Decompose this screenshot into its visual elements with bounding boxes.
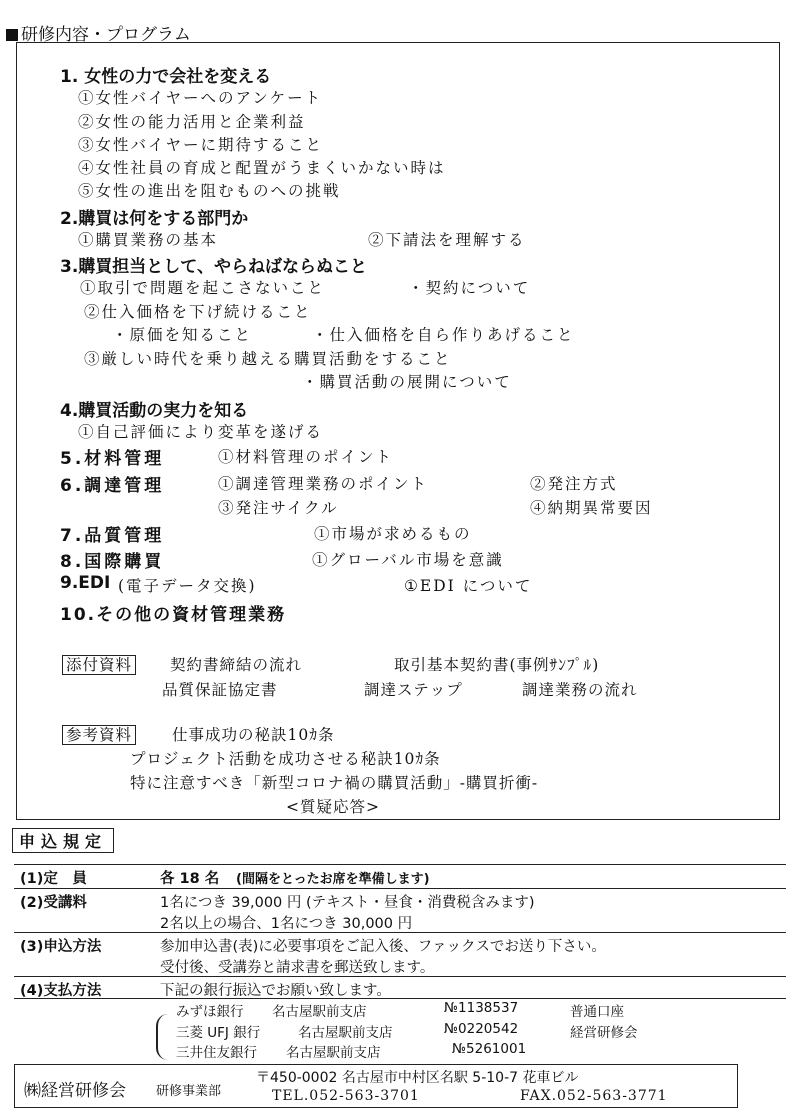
org-tel: TEL.052-563-3701: [272, 1088, 420, 1104]
program-item: ②仕入価格を下げ続けること: [84, 303, 312, 321]
rule-label: (3)申込方法: [20, 939, 102, 955]
org-dept: 研修事業部: [156, 1084, 222, 1099]
divider: [14, 998, 786, 999]
rule-note: (間隔をとったお席を準備します): [236, 872, 430, 887]
program-item: ①取引で問題を起こさないこと: [80, 279, 326, 297]
bank-account-no: №1138537: [444, 1000, 519, 1016]
program-item: ①購買業務の基本: [78, 231, 219, 249]
divider: [14, 864, 786, 865]
bank-account-no: №5261001: [452, 1041, 527, 1057]
program-item: ①材料管理のポイント: [218, 448, 394, 466]
attachment-item: 契約書締結の流れ: [170, 656, 303, 674]
program-item: ・購買活動の展開について: [302, 373, 512, 391]
attachment-item: 品質保証協定書: [162, 681, 278, 699]
program-item: ③厳しい時代を乗り越える購買活動をすること: [84, 350, 452, 368]
attachments-label: 添付資料: [62, 653, 136, 675]
program-item: ②下請法を理解する: [368, 231, 526, 249]
program-section-5: 5.材料管理: [60, 449, 165, 469]
bank-name: 三菱 UFJ 銀行: [176, 1025, 261, 1041]
program-item: ③発注サイクル: [218, 499, 339, 517]
reference-item: 仕事成功の秘訣10ｶ条: [172, 726, 335, 744]
bank-branch: 名古屋駅前支店: [298, 1025, 393, 1041]
bank-account-no: №0220542: [444, 1021, 519, 1037]
org-fax: FAX.052-563-3771: [520, 1088, 668, 1104]
program-item: ②女性の能力活用と企業利益: [78, 113, 306, 131]
program-section-6: 6.調達管理: [60, 476, 165, 496]
rule-value: 下記の銀行振込でお願い致します。: [160, 983, 391, 999]
account-type: 普通口座: [570, 1004, 624, 1020]
rule-value: 受付後、受講券と請求書を郵送致します。: [160, 960, 435, 976]
section-header-text: 研修内容・プログラム: [21, 25, 191, 45]
program-item: ・契約について: [408, 279, 531, 297]
rules-title: 申込規定: [12, 828, 114, 853]
program-section-3: 3.購買担当として、やらねばならぬこと: [60, 257, 367, 277]
program-item: ・仕入価格を自ら作りあげること: [312, 326, 575, 344]
references-label: 参考資料: [62, 723, 136, 745]
program-item: ①市場が求めるもの: [314, 525, 472, 543]
square-bullet-icon: [6, 29, 18, 41]
rule-label: (1)定 員: [20, 871, 87, 887]
rule-value: 1名につき 39,000 円 (テキスト・昼食・消費税含みます): [160, 895, 535, 911]
program-item: ①女性バイヤーへのアンケート: [78, 89, 323, 107]
program-item: ⑤女性の進出を阻むものへの挑戦: [78, 182, 341, 200]
rule-value: 各 18 名: [160, 871, 220, 887]
rule-value: 参加申込書(表)に必要事項をご記入後、ファックスでお送り下さい。: [160, 939, 606, 955]
program-item: ①EDI について: [404, 577, 533, 595]
divider: [14, 888, 786, 889]
rule-label: (4)支払方法: [20, 983, 102, 999]
program-item: ①グローバル市場を意識: [312, 551, 504, 569]
program-item: ・原価を知ること: [112, 326, 253, 344]
bank-branch: 名古屋駅前支店: [272, 1004, 367, 1020]
program-section-1: 1. 女性の力で会社を変える: [60, 67, 272, 87]
divider: [14, 932, 786, 933]
program-section-8: 8.国際購買: [60, 552, 165, 572]
org-name: ㈱経営研修会: [24, 1081, 126, 1101]
program-section-4: 4.購買活動の実力を知る: [60, 401, 249, 421]
rule-value: 2名以上の場合、1名につき 30,000 円: [160, 916, 413, 932]
attachment-item: 取引基本契約書(事例ｻﾝﾌﾟﾙ): [394, 656, 600, 674]
org-address: 〒450-0002 名古屋市中村区名駅 5-10-7 花車ビル: [256, 1070, 579, 1086]
program-section-7: 7.品質管理: [60, 526, 165, 546]
program-item: ④女性社員の育成と配置がうまくいかない時は: [78, 159, 446, 177]
attachment-item: 調達ステップ: [364, 681, 463, 699]
program-item: ②発注方式: [530, 475, 618, 493]
program-section-10: 10.その他の資材管理業務: [60, 605, 287, 625]
account-name: 経営研修会: [570, 1025, 638, 1041]
program-section-9-note: (電子データ交換): [118, 577, 257, 595]
program-item: ④納期異常要因: [530, 499, 653, 517]
bank-name: 三井住友銀行: [176, 1045, 257, 1061]
reference-item: プロジェクト活動を成功させる秘訣10ｶ条: [130, 750, 441, 768]
divider: [14, 976, 786, 977]
reference-item: 特に注意すべき「新型コロナ禍の購買活動」-購買折衝-: [130, 774, 539, 792]
program-item: ①自己評価により変革を遂げる: [78, 423, 324, 441]
bank-bracket: [156, 1014, 172, 1060]
attachment-item: 調達業務の流れ: [522, 681, 638, 699]
bank-branch: 名古屋駅前支店: [286, 1045, 381, 1061]
program-section-9: 9.EDI: [60, 573, 111, 593]
rule-label: (2)受講料: [20, 895, 87, 911]
program-section-2: 2.購買は何をする部門か: [60, 209, 249, 229]
reference-item: <質疑応答>: [286, 798, 380, 816]
program-item: ③女性バイヤーに期待すること: [78, 136, 324, 154]
program-item: ①調達管理業務のポイント: [218, 475, 429, 493]
bank-name: みずほ銀行: [176, 1004, 244, 1020]
